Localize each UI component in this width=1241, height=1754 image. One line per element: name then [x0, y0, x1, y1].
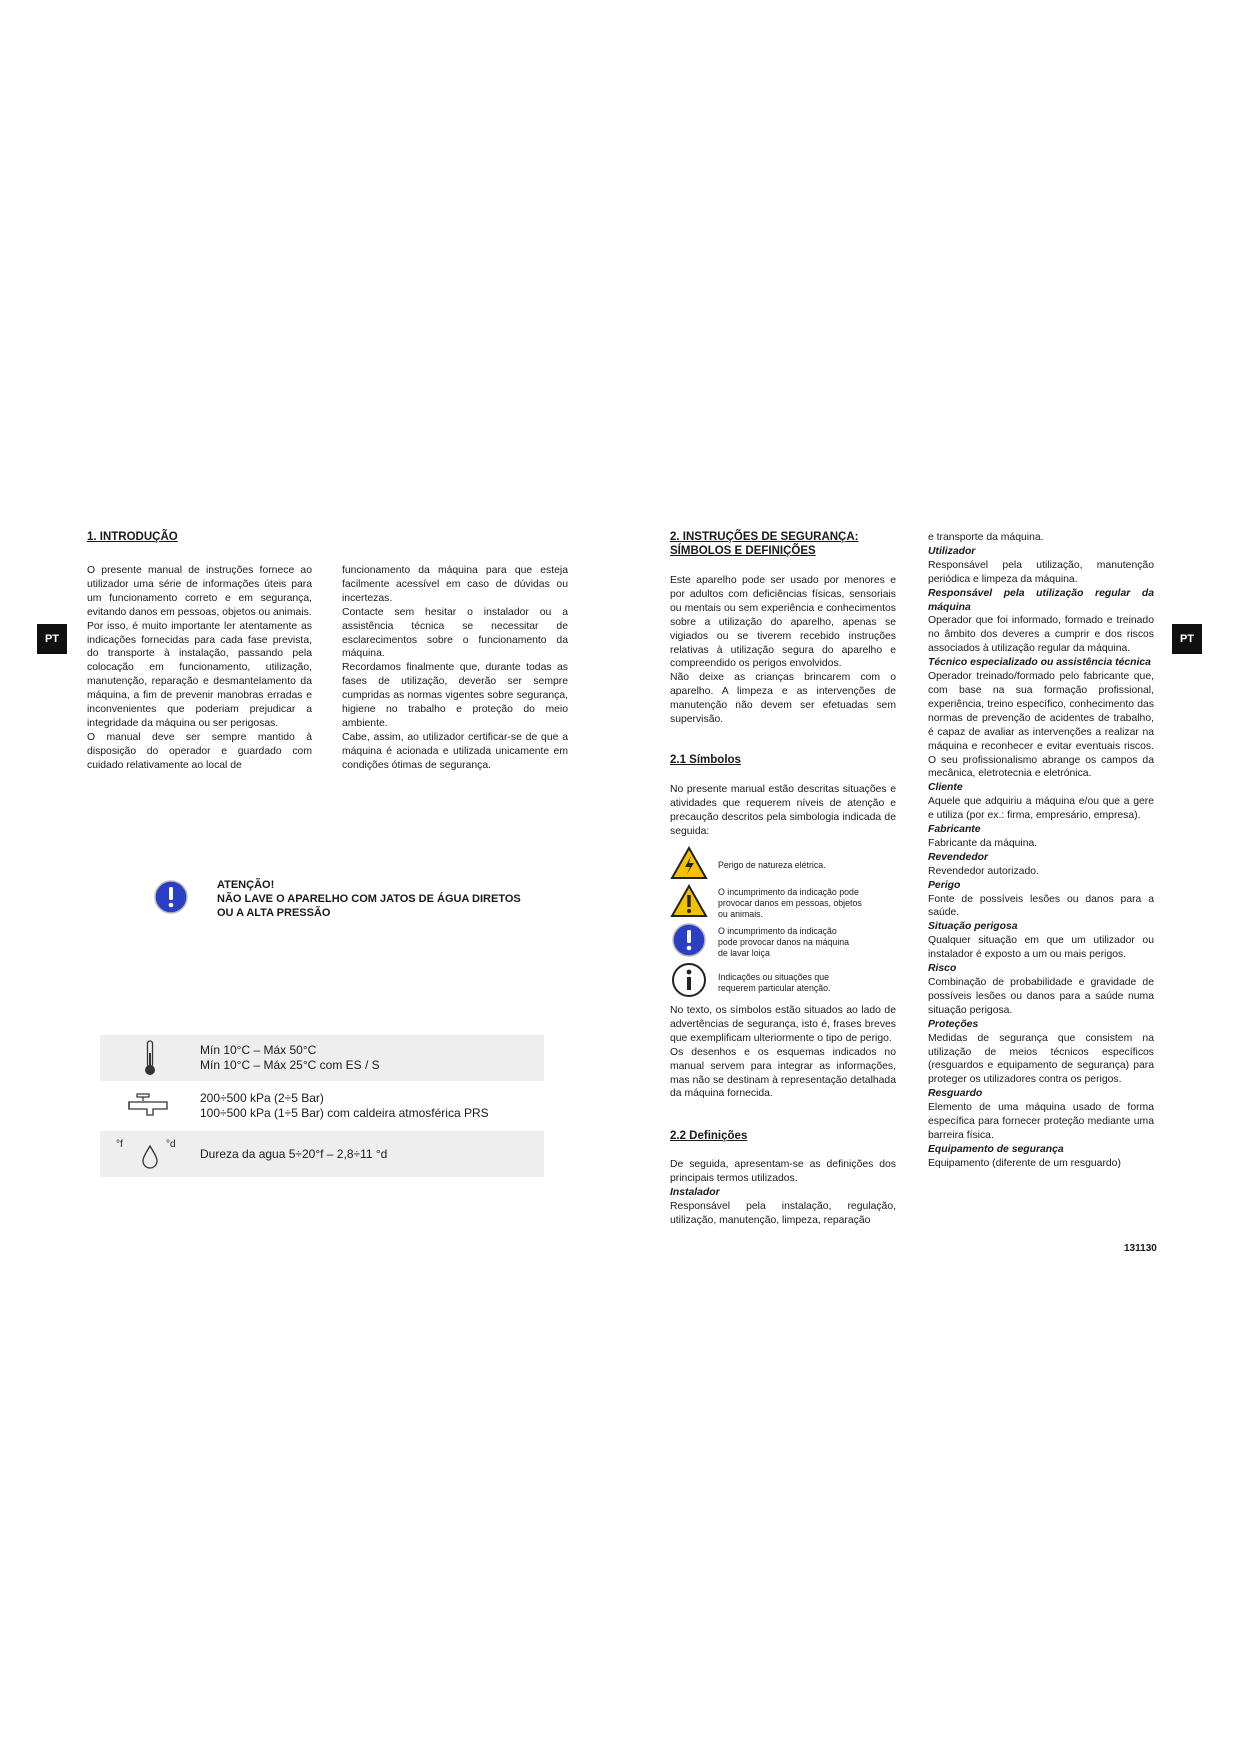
general-warning-icon: [670, 884, 708, 923]
hardness-unit-d: °d: [166, 1139, 176, 1150]
language-tab-right: PT: [1172, 624, 1202, 654]
definition-term: Risco: [928, 963, 957, 975]
warning-title: ATENÇÃO!: [217, 879, 275, 891]
definition-term: Utilizador: [928, 545, 976, 557]
definition-term: Cliente: [928, 782, 963, 794]
definition-term: Perigo: [928, 879, 961, 891]
definition-text: Combinação de probabilidade e gravidade de possíveis lesões ou danos para a saúde numa situação perigosa.: [928, 977, 1154, 1016]
water-tap-icon: [100, 1093, 200, 1119]
symbol-row-warning: [670, 884, 862, 923]
pressure-range: 200÷500 kPa (2÷5 Bar) 100÷500 kPa (1÷5 Bar) com caldeira atmosférica PRS: [200, 1091, 489, 1120]
hardness-unit-f: °f: [116, 1139, 123, 1150]
definition-term: Responsável pela utilização regular da máquina: [928, 587, 1154, 613]
warning-text: NÃO LAVE O APARELHO COM JATOS DE ÁGUA DIRETOS OU A ALTA PRESSÃO: [217, 893, 521, 919]
info-icon: [670, 962, 708, 1003]
definition-text: Aquele que adquiriu a máquina e/ou que a gere e utiliza (por ex.: firma, empresário, empresa).: [928, 796, 1154, 822]
intro-column-1: O presente manual de instruções fornece ao utilizador uma série de informações úteis para um funcionamento correto e em segurança, evitando danos em pessoas, objetos ou animais. Por isso, é muito importante ler atentamente as indicações fornecidas para cada fase prevista, do transporte à instalação, passando pela colocação em funcionamento, utilização, manutenção, reparação e desmantelamento da máquina, a fim de prevenir manobras erradas e inconvenientes que poderiam prejudicar a integridade da máquina ou ser perigosas. O manual deve ser sempre mantido à disposição do operador e guardado com cuidado relativamente ao local de: [87, 565, 312, 771]
definition-text: Qualquer situação em que um utilizador ou instalador é exposto a um ou mais perigos.: [928, 935, 1154, 961]
intro-column-2: funcionamento da máquina para que esteja facilmente acessível em caso de dúvidas ou incertezas. Contacte sem hesitar o instalador ou a assistência técnica se necessitar de esclarecimentos sobre o funcionamento da máquina. Recordamos finalmente que, durante todas as fases de utilização, deverão ser sempre cumpridas as normas vigentes sobre segurança, higiene no trabalho e proteção do meio ambiente. Cabe, assim, ao utilizador certificar-se de que a máquina é acionada e utilizada unicamente em condições ótimas de segurança.: [342, 565, 568, 771]
spec-row-pressure: [100, 1083, 544, 1129]
definition-text: Operador treinado/formado pelo fabricante que, com base na sua formação profissional, experiência, treino específico, conhecimento das normas de prevenção de acidentes de trabalho, é capaz de avaliar as intervenções a realizar na máquina e reconhecer e evitar eventuais riscos. O seu profissionalismo abrange os campos da mecânica, eletrotecnia e eletrónica.: [928, 671, 1154, 780]
symbols-title: 2.1 Símbolos: [670, 754, 741, 766]
definition-term: Revendedor: [928, 851, 989, 863]
definitions-list: [928, 531, 1154, 1171]
definition-installer-start: Instalador Responsável pela instalação, regulação, utilização, manutenção, limpeza, reparação: [670, 1187, 896, 1226]
specs-table: [100, 1035, 544, 1180]
definition-text: Elemento de uma máquina usado de forma específica para fornecer proteção mediante uma barreira física.: [928, 1102, 1154, 1141]
symbol-row-info: [670, 962, 830, 1003]
spec-row-hardness: [100, 1131, 544, 1177]
safety-title-line-2: SÍMBOLOS E DEFINIÇÕES: [670, 545, 816, 557]
language-tab-left: PT: [37, 624, 67, 654]
symbol-text-mandatory: O incumprimento da indicação pode provocar danos na máquina de lavar loiça: [718, 926, 850, 958]
definition-term: Resguardo: [928, 1088, 983, 1100]
mandatory-icon: [670, 922, 708, 963]
definition-term: Instalador: [670, 1187, 720, 1198]
definition-text: Revendedor autorizado.: [928, 865, 1039, 877]
intro-title: 1. INTRODUÇÃO: [87, 531, 178, 543]
definition-continuation: e transporte da máquina.: [928, 532, 1044, 543]
mandatory-icon: [154, 880, 188, 919]
definitions-intro: De seguida, apresentam-se as definições dos principais termos utilizados.: [670, 1159, 896, 1184]
definition-text: Fonte de possíveis lesões ou danos para a saúde.: [928, 893, 1154, 919]
water-drop-icon: [100, 1131, 200, 1177]
definition-text: Equipamento (diferente de um resguardo): [928, 1157, 1121, 1169]
water-hardness: Dureza da agua 5÷20°f – 2,8÷11 °d: [200, 1146, 388, 1161]
definition-term: Técnico especializado ou assistência técnica: [928, 657, 1151, 669]
safety-intro: Este aparelho pode ser usado por menores e por adultos com deficiências físicas, sensoriais ou mentais ou sem experiência e conhecimentos sobre a utilização do aparelho, apenas se vigiados ou se tiverem recebido instruções relativas à utilização segura do aparelho e compreendido os perigos envolvidos. Não deixe as crianças brincarem com o aparelho. A limpeza e as intervenções de manutenção não devem ser efetuadas sem supervisão.: [670, 575, 896, 726]
temperature-range: Mín 10°C – Máx 50°C Mín 10°C – Máx 25°C com ES / S: [200, 1043, 380, 1072]
safety-title: [670, 530, 859, 558]
definition-term: Fabricante: [928, 824, 981, 836]
symbol-text-info: Indicações ou situações que requerem particular atenção.: [718, 971, 831, 993]
safety-title-line-1: 2. INSTRUÇÕES DE SEGURANÇA:: [670, 531, 859, 543]
symbol-row-electric: [670, 846, 826, 885]
symbol-text-warning: O incumprimento da indicação pode provocar danos em pessoas, objetos ou animais.: [718, 887, 862, 919]
symbols-intro: No presente manual estão descritas situações e atividades que requerem níveis de atenção e precaução descritos pela simbologia indicada de seguida:: [670, 784, 896, 837]
definition-text: Medidas de segurança que consistem na utilização de meios técnicos específicos (resguardos e equipamento de segurança) para proteger os utilizadores contra os perigos.: [928, 1032, 1154, 1086]
symbol-text-electric: Perigo de natureza elétrica.: [718, 860, 826, 870]
page-code: 131130: [1124, 1243, 1157, 1254]
definition-text: Responsável pela utilização, manutenção periódica e limpeza da máquina.: [928, 559, 1154, 585]
definition-text: Operador que foi informado, formado e treinado no âmbito dos deveres a cumprir e dos riscos associados à utilização regular da máquina.: [928, 615, 1154, 655]
symbols-list: [670, 846, 900, 996]
definition-text: Fabricante da máquina.: [928, 837, 1038, 849]
symbol-row-mandatory: [670, 922, 849, 963]
definition-term: Proteções: [928, 1018, 979, 1030]
thermometer-icon: [100, 1039, 200, 1077]
definitions-title: 2.2 Definições: [670, 1130, 748, 1142]
spec-row-temperature: [100, 1035, 544, 1081]
definition-term: Equipamento de segurança: [928, 1143, 1064, 1155]
electric-hazard-icon: [670, 846, 708, 885]
symbols-note: No texto, os símbolos estão situados ao lado de advertências de segurança, isto é, frases breves que exemplificam ulteriormente o tipo de perigo. Os desenhos e os esquemas indicados no manual servem para integrar as informações, mas não se destinam à representação detalhada da máquina fornecida.: [670, 1005, 896, 1100]
definition-term: Situação perigosa: [928, 921, 1018, 933]
